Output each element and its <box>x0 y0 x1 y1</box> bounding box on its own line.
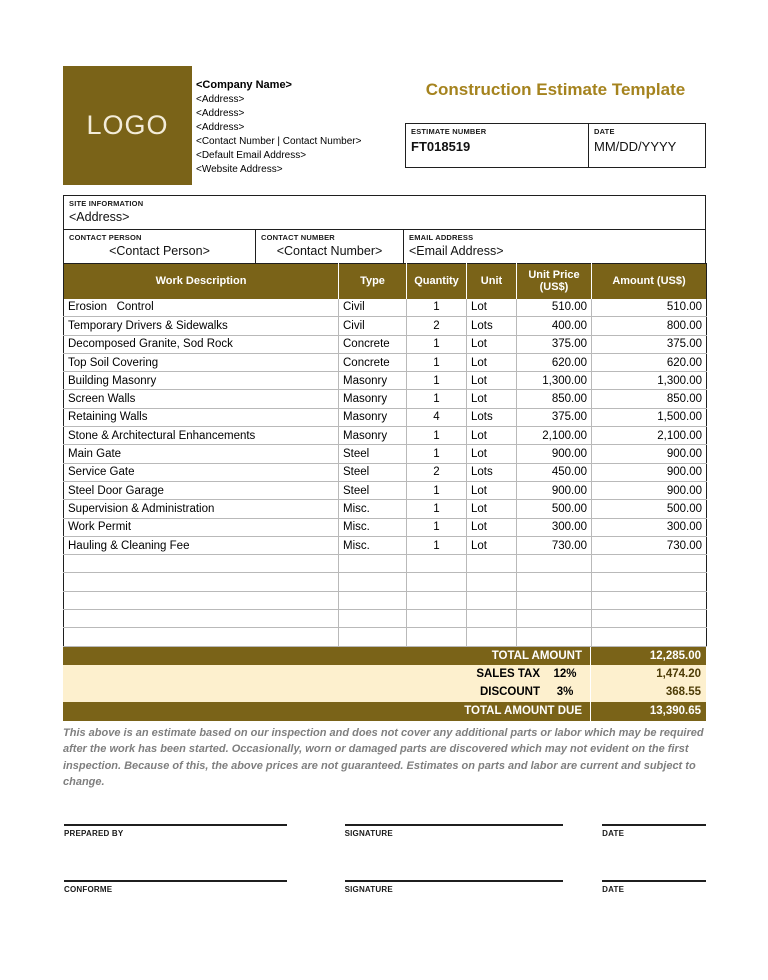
item-cell: Masonry <box>339 408 407 426</box>
item-cell: Misc. <box>339 518 407 536</box>
item-cell: Lots <box>467 463 517 481</box>
item-cell: Lot <box>467 372 517 390</box>
site-contact-row <box>64 230 705 263</box>
item-cell <box>64 628 339 646</box>
item-cell: Main Gate <box>64 445 339 463</box>
item-cell <box>407 555 467 573</box>
item-cell: Lot <box>467 500 517 518</box>
table-row <box>64 408 707 426</box>
item-cell: Lot <box>467 353 517 371</box>
items-table <box>63 263 707 647</box>
item-cell: Temporary Drivers & Sidewalks <box>64 317 339 335</box>
date-label: DATE <box>602 828 625 838</box>
item-cell: 1 <box>407 500 467 518</box>
item-cell: Retaining Walls <box>64 408 339 426</box>
table-row <box>64 299 707 317</box>
company-logo <box>63 66 192 185</box>
item-cell: 2 <box>407 463 467 481</box>
item-cell <box>407 610 467 628</box>
item-cell: Steel <box>339 445 407 463</box>
item-cell <box>467 628 517 646</box>
item-cell <box>517 555 592 573</box>
item-cell: 900.00 <box>592 445 707 463</box>
item-cell: Lot <box>467 536 517 554</box>
item-cell: 2,100.00 <box>592 427 707 445</box>
table-row <box>64 591 707 609</box>
date-line <box>602 824 706 838</box>
item-cell: 730.00 <box>517 536 592 554</box>
item-cell: Work Permit <box>64 518 339 536</box>
item-cell: 375.00 <box>517 408 592 426</box>
company-contact-line: <Contact Number | Contact Number> <box>196 136 362 147</box>
item-cell: 500.00 <box>517 500 592 518</box>
estimate-number-value: FT018519 <box>411 139 471 154</box>
item-cell: 900.00 <box>592 463 707 481</box>
date-line <box>602 880 706 894</box>
item-cell <box>517 573 592 591</box>
item-cell <box>339 555 407 573</box>
table-row <box>64 610 707 628</box>
prepared-by-label: PREPARED BY <box>64 828 124 838</box>
item-cell: Steel <box>339 463 407 481</box>
item-cell: Masonry <box>339 390 407 408</box>
table-row <box>64 445 707 463</box>
table-row <box>64 335 707 353</box>
table-row <box>64 390 707 408</box>
item-cell <box>517 591 592 609</box>
item-cell <box>64 591 339 609</box>
contact-number-label: CONTACT NUMBER <box>261 233 335 242</box>
contact-person-cell <box>64 230 256 263</box>
sales-tax-value: 1,474.20 <box>590 665 706 684</box>
item-cell: Lot <box>467 481 517 499</box>
prepared-by-line <box>64 824 287 838</box>
item-cell <box>467 591 517 609</box>
item-cell: 1 <box>407 372 467 390</box>
item-cell: 1 <box>407 427 467 445</box>
item-cell <box>592 555 707 573</box>
item-cell <box>407 628 467 646</box>
company-info-block <box>196 78 361 177</box>
item-cell: Lot <box>467 427 517 445</box>
item-cell: Masonry <box>339 372 407 390</box>
item-cell <box>339 610 407 628</box>
item-cell: 900.00 <box>517 445 592 463</box>
items-header-row <box>64 264 707 299</box>
item-cell: Top Soil Covering <box>64 353 339 371</box>
email-address-cell <box>404 230 705 263</box>
item-cell: 1 <box>407 299 467 317</box>
col-header-unit-price: Unit Price (US$) <box>517 264 592 299</box>
signature-row-2 <box>64 880 706 894</box>
item-cell: 900.00 <box>517 481 592 499</box>
item-cell: 730.00 <box>592 536 707 554</box>
item-cell <box>592 610 707 628</box>
item-cell <box>467 573 517 591</box>
site-information-block <box>63 195 706 263</box>
discount-row <box>63 683 706 702</box>
item-cell: 510.00 <box>592 299 707 317</box>
discount-value: 368.55 <box>590 683 706 702</box>
item-cell: 510.00 <box>517 299 592 317</box>
item-cell: 620.00 <box>517 353 592 371</box>
signature-row-1 <box>64 824 706 838</box>
sales-tax-label: SALES TAX <box>476 667 540 680</box>
table-row <box>64 372 707 390</box>
estimate-number-cell <box>406 124 589 167</box>
item-cell <box>64 555 339 573</box>
item-cell: Lot <box>467 299 517 317</box>
item-cell: Lot <box>467 390 517 408</box>
table-row <box>64 353 707 371</box>
item-cell <box>339 591 407 609</box>
item-cell: Building Masonry <box>64 372 339 390</box>
item-cell: Screen Walls <box>64 390 339 408</box>
item-cell: 1,500.00 <box>592 408 707 426</box>
table-row <box>64 481 707 499</box>
item-cell <box>592 628 707 646</box>
item-cell: 1 <box>407 335 467 353</box>
item-cell: 800.00 <box>592 317 707 335</box>
site-info-row <box>64 196 705 230</box>
item-cell: 1 <box>407 481 467 499</box>
item-cell: Concrete <box>339 335 407 353</box>
table-row <box>64 427 707 445</box>
item-cell <box>592 573 707 591</box>
contact-number-cell <box>256 230 404 263</box>
discount-rate: 3% <box>556 686 574 699</box>
item-cell: 1 <box>407 536 467 554</box>
item-cell: Steel Door Garage <box>64 481 339 499</box>
estimate-date-cell <box>589 124 705 167</box>
table-row <box>64 463 707 481</box>
estimate-number-label: ESTIMATE NUMBER <box>411 127 487 136</box>
col-header-quantity: Quantity <box>407 264 467 299</box>
items-tbody <box>64 299 707 647</box>
signature-label: SIGNATURE <box>344 828 393 838</box>
item-cell <box>339 628 407 646</box>
item-cell <box>64 610 339 628</box>
item-cell: Erosion Control <box>64 299 339 317</box>
site-information-label: SITE INFORMATION <box>69 199 144 208</box>
contact-number-value: <Contact Number> <box>276 244 383 258</box>
total-amount-due-row <box>63 702 706 721</box>
item-cell: Civil <box>339 317 407 335</box>
item-cell: Supervision & Administration <box>64 500 339 518</box>
item-cell: 1,300.00 <box>592 372 707 390</box>
item-cell: 1 <box>407 518 467 536</box>
document-title: Construction Estimate Template <box>425 80 686 99</box>
item-cell: 300.00 <box>517 518 592 536</box>
company-email-line: <Default Email Address> <box>196 150 307 161</box>
contact-person-value: <Contact Person> <box>109 244 210 258</box>
item-cell: Concrete <box>339 353 407 371</box>
item-cell: Decomposed Granite, Sod Rock <box>64 335 339 353</box>
estimate-disclaimer: This above is an estimate based on our inspection and does not cover any additional parts or labor which may be required after the work has been started. Occasionally, worn or damaged parts are discovered which may not evident on the first inspection. Because of this, the above prices are not guaranteed. Estimates on parts and labor are current and subject to change. <box>63 726 704 789</box>
total-amount-due-value: 13,390.65 <box>590 702 706 721</box>
item-cell: Hauling & Cleaning Fee <box>64 536 339 554</box>
item-cell: 1,300.00 <box>517 372 592 390</box>
total-amount-row <box>63 647 706 665</box>
item-cell <box>517 610 592 628</box>
sales-tax-rate: 12% <box>553 667 577 680</box>
item-cell <box>339 573 407 591</box>
col-header-work-description: Work Description <box>64 264 339 299</box>
item-cell: 850.00 <box>517 390 592 408</box>
conforme-label: CONFORME <box>64 884 113 894</box>
signature-line <box>345 880 564 894</box>
email-address-label: EMAIL ADDRESS <box>409 233 474 242</box>
item-cell: 1 <box>407 445 467 463</box>
table-row <box>64 555 707 573</box>
site-address-value: <Address> <box>69 210 130 224</box>
item-cell: Lots <box>467 408 517 426</box>
company-website-line: <Website Address> <box>196 164 283 175</box>
company-address-line: <Address> <box>196 108 245 119</box>
item-cell: 400.00 <box>517 317 592 335</box>
item-cell: 850.00 <box>592 390 707 408</box>
total-amount-due-label: TOTAL AMOUNT DUE <box>464 705 582 718</box>
estimate-meta-box <box>405 123 706 168</box>
item-cell: 4 <box>407 408 467 426</box>
company-address-line: <Address> <box>196 122 245 133</box>
item-cell: Lot <box>467 518 517 536</box>
logo-placeholder-text: LOGO <box>86 110 169 140</box>
contact-person-label: CONTACT PERSON <box>69 233 142 242</box>
table-row <box>64 317 707 335</box>
company-address-line: <Address> <box>196 94 245 105</box>
item-cell: 1 <box>407 390 467 408</box>
item-cell: Lot <box>467 445 517 463</box>
table-row <box>64 500 707 518</box>
date-label: DATE <box>594 127 615 136</box>
item-cell: Lot <box>467 335 517 353</box>
conforme-line <box>64 880 287 894</box>
estimate-body <box>63 195 706 894</box>
signature-line <box>345 824 564 838</box>
item-cell: Civil <box>339 299 407 317</box>
col-header-type: Type <box>339 264 407 299</box>
item-cell <box>517 628 592 646</box>
email-address-value: <Email Address> <box>409 244 504 258</box>
total-amount-value: 12,285.00 <box>590 647 706 665</box>
item-cell: Service Gate <box>64 463 339 481</box>
item-cell: Misc. <box>339 536 407 554</box>
item-cell: 900.00 <box>592 481 707 499</box>
col-header-unit: Unit <box>467 264 517 299</box>
item-cell: 2,100.00 <box>517 427 592 445</box>
total-amount-label: TOTAL AMOUNT <box>491 649 582 662</box>
date-label: DATE <box>602 884 625 894</box>
item-cell: 450.00 <box>517 463 592 481</box>
item-cell: 1 <box>407 353 467 371</box>
item-cell: Masonry <box>339 427 407 445</box>
item-cell: 2 <box>407 317 467 335</box>
table-row <box>64 518 707 536</box>
discount-label: DISCOUNT <box>479 686 540 699</box>
item-cell: 375.00 <box>592 335 707 353</box>
item-cell: 500.00 <box>592 500 707 518</box>
item-cell: 375.00 <box>517 335 592 353</box>
item-cell: Misc. <box>339 500 407 518</box>
item-cell <box>407 591 467 609</box>
item-cell: 620.00 <box>592 353 707 371</box>
col-header-amount: Amount (US$) <box>592 264 707 299</box>
table-row <box>64 536 707 554</box>
item-cell <box>467 610 517 628</box>
item-cell <box>467 555 517 573</box>
item-cell: Stone & Architectural Enhancements <box>64 427 339 445</box>
item-cell <box>407 573 467 591</box>
signature-label: SIGNATURE <box>344 884 393 894</box>
item-cell: Steel <box>339 481 407 499</box>
sales-tax-row <box>63 665 706 684</box>
table-row <box>64 573 707 591</box>
item-cell <box>64 573 339 591</box>
date-value: MM/DD/YYYY <box>594 139 677 154</box>
item-cell <box>592 591 707 609</box>
item-cell: 300.00 <box>592 518 707 536</box>
company-name: <Company Name> <box>196 79 292 91</box>
table-row <box>64 628 707 646</box>
item-cell: Lots <box>467 317 517 335</box>
